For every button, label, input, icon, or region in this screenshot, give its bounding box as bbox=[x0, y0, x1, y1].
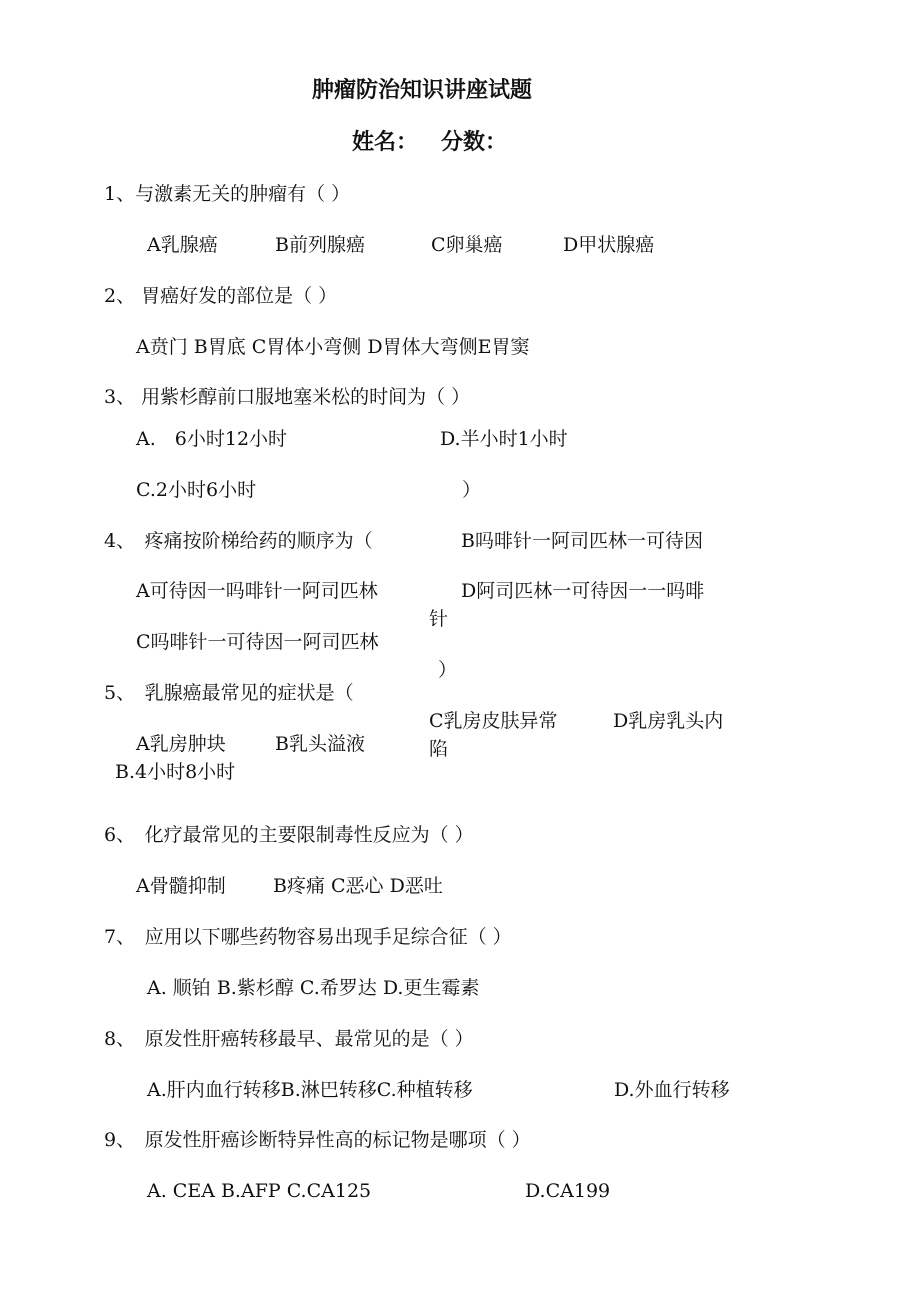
question-6-option-a: A骨髓抑制 bbox=[136, 875, 226, 897]
question-3-stem: 3、 用紫杉醇前口服地塞米松的时间为（ ） bbox=[104, 386, 471, 408]
score-label: 分数： bbox=[441, 130, 508, 155]
question-7-stem: 7、 应用以下哪些药物容易出现手足综合征（ ） bbox=[104, 926, 512, 948]
question-5-option-b: B乳头溢液 bbox=[275, 733, 365, 755]
question-3-option-d: D.半小时1小时 bbox=[440, 428, 568, 450]
question-1-option-a: A乳腺癌 bbox=[147, 234, 218, 256]
question-3-option-b: B.4小时8小时 bbox=[115, 761, 236, 783]
question-4-option-a: A可待因一吗啡针一阿司匹林 bbox=[136, 580, 378, 602]
question-4-option-c: C吗啡针一可待因一阿司匹林 bbox=[136, 631, 379, 653]
question-5-option-c-line2: 陷 bbox=[429, 738, 449, 760]
question-9-options-abc: A. CEA B.AFP C.CA125 bbox=[147, 1180, 372, 1202]
question-5-option-a: A乳房肿块 bbox=[136, 733, 226, 755]
question-1-option-c: C卵巢癌 bbox=[431, 234, 503, 256]
question-8-stem: 8、 原发性肝癌转移最早、最常见的是（ ） bbox=[104, 1028, 474, 1050]
question-9-option-d: D.CA199 bbox=[525, 1180, 611, 1202]
question-4-option-b: B吗啡针一阿司匹林一可待因 bbox=[461, 530, 703, 552]
question-1-option-b: B前列腺癌 bbox=[275, 234, 365, 256]
question-2-options: A贲门 B胃底 C胃体小弯侧 D胃体大弯侧E胃窦 bbox=[136, 336, 530, 358]
name-label: 姓名： bbox=[352, 130, 419, 155]
question-3-option-c: C.2小时6小时 bbox=[136, 479, 257, 501]
question-6-stem: 6、 化疗最常见的主要限制毒性反应为（ ） bbox=[104, 824, 474, 846]
question-1-stem: 1、与激素无关的肿瘤有（ ） bbox=[104, 183, 351, 205]
question-8-option-d: D.外血行转移 bbox=[614, 1079, 730, 1101]
question-5-option-c-line1: C乳房皮肤异常 bbox=[429, 710, 558, 732]
question-8-options-abc: A.肝内血行转移B.淋巴转移C.种植转移 bbox=[147, 1079, 473, 1101]
question-4-stem: 4、 疼痛按阶梯给药的顺序为（ bbox=[104, 530, 373, 552]
question-6-options-rest: B疼痛 C恶心 D恶吐 bbox=[273, 875, 443, 897]
question-2-stem: 2、 胃癌好发的部位是（ ） bbox=[104, 285, 338, 307]
question-5-option-d: D乳房乳头内 bbox=[613, 710, 724, 732]
question-4-option-d-line2: 针 bbox=[429, 608, 449, 630]
question-4-paren: ） bbox=[438, 659, 458, 681]
question-9-stem: 9、 原发性肝癌诊断特异性高的标记物是哪项（ ） bbox=[104, 1129, 531, 1151]
page-title: 肿瘤防治知识讲座试题 bbox=[312, 78, 533, 103]
question-3-option-a: A. 6小时12小时 bbox=[136, 428, 288, 450]
question-7-options: A. 顺铂 B.紫杉醇 C.希罗达 D.更生霉素 bbox=[147, 977, 480, 999]
question-1-option-d: D甲状腺癌 bbox=[563, 234, 655, 256]
question-3-paren: ） bbox=[462, 479, 482, 501]
question-4-option-d-line1: D阿司匹林一可待因一一吗啡 bbox=[461, 580, 705, 602]
question-5-stem: 5、 乳腺癌最常见的症状是（ bbox=[104, 682, 354, 704]
